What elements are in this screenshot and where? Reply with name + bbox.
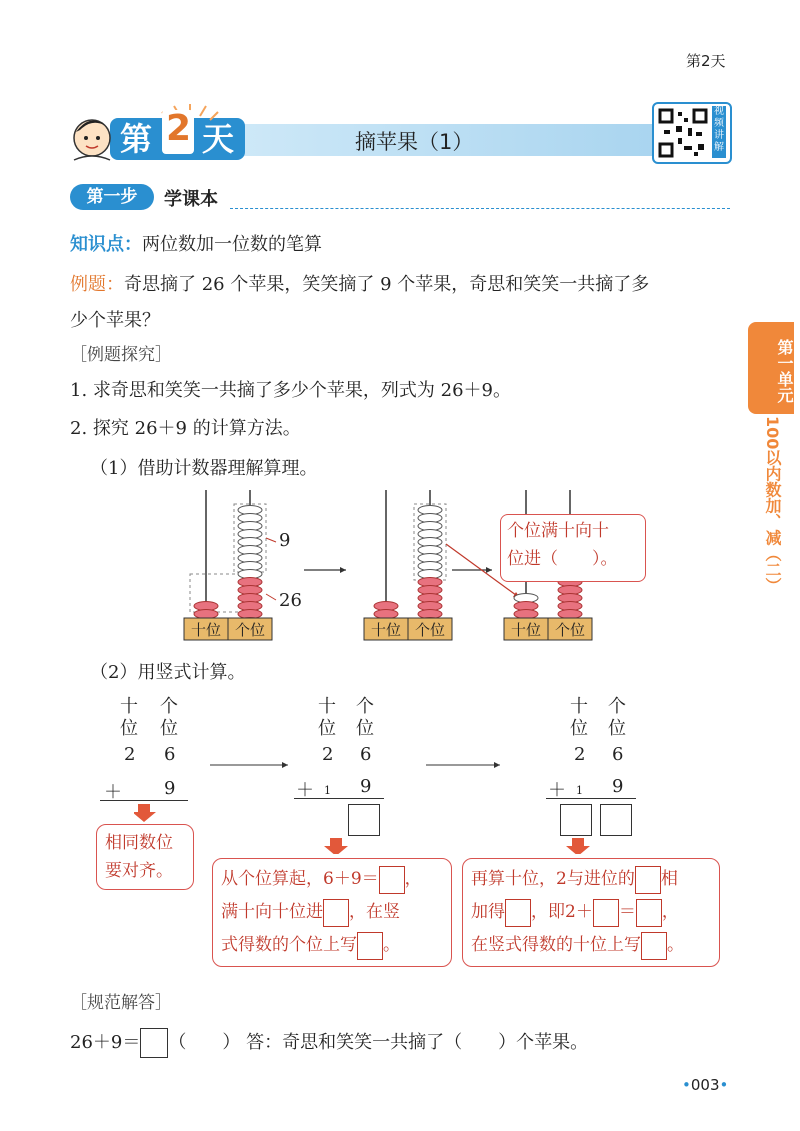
example-line1: 奇思摘了 26 个苹果，笑笑摘了 9 个苹果，奇思和笑笑一共摘了多 [124, 274, 650, 295]
fill-box[interactable] [323, 899, 349, 927]
fill-box[interactable] [641, 932, 667, 960]
fill-box[interactable] [379, 866, 405, 894]
fill-box[interactable] [635, 866, 661, 894]
down-arrow-icon [134, 804, 156, 822]
sub-item-1: （1）借助计数器理解算理。 [90, 458, 318, 479]
note2-text-d: 式得数的个位上写 [221, 935, 357, 955]
note2-text-c: ，在竖 [349, 902, 400, 922]
page-number: •003• [682, 1076, 729, 1094]
example-line2: 少个苹果？ [70, 310, 160, 331]
lesson-title: 摘苹果（1） [355, 130, 474, 154]
item-1: 1. 求奇思和笑笑一共摘了多少个苹果，列式为 26＋9。 [70, 380, 511, 401]
sub-item-2: （2）用竖式计算。 [90, 662, 246, 683]
callout-line1: 个位满十向十 [507, 521, 609, 541]
col-tens-bottom: 位 [120, 718, 138, 739]
col-ones-top: 个 [160, 696, 178, 717]
note3-text-c: 加得 [471, 902, 505, 922]
abacus2-tens-label: 十位 [370, 621, 401, 639]
digit-9: 9 [360, 776, 372, 797]
digit-2: 2 [574, 744, 586, 765]
note3-text-h: 。 [667, 935, 684, 955]
answer-text: 答：奇思和笑笑一共摘了（ ）个苹果。 [246, 1032, 589, 1053]
ones-step-note: 从个位算起，6＋9＝ ， 满十向十位进 ，在竖 式得数的个位上写 。 [212, 858, 452, 967]
plus-sign: ＋ [104, 782, 122, 803]
abacus-before [184, 490, 276, 640]
fill-box[interactable] [505, 899, 531, 927]
abacus3-tens-label: 十位 [510, 621, 541, 639]
header-di: 第 [120, 120, 153, 158]
abacus2-ones-label: 个位 [414, 621, 445, 639]
header-day-number: 2 [166, 108, 192, 149]
item-2: 2. 探究 26＋9 的计算方法。 [70, 418, 301, 439]
note3-text-f: ， [661, 902, 679, 922]
carry-digit: 1 [576, 784, 583, 797]
example-label: 例题： [70, 274, 124, 295]
down-arrow-icon [324, 838, 348, 854]
unit-topic: 100以内数加、减（二） [763, 416, 782, 594]
align-note-line1: 相同数位 [105, 833, 173, 853]
carry-digit: 1 [324, 784, 331, 797]
answer-line [70, 1028, 588, 1058]
answer-expression: 26＋9＝ [70, 1032, 141, 1053]
col-ones-top: 个 [608, 696, 626, 717]
note3-text-g: 在竖式得数的十位上写 [471, 935, 641, 955]
note3-text-b: 相 [660, 869, 678, 889]
note2-text-a: 从个位算起，6＋9＝ [221, 869, 379, 889]
knowledge-label: 知识点： [70, 234, 142, 255]
digit-9: 9 [612, 776, 624, 797]
plus-sign: ＋ [548, 780, 566, 801]
explore-title: ［例题探究］ [70, 345, 172, 365]
step-badge: 第一步 [70, 184, 154, 210]
callout-line2: 位进（ ）。 [507, 549, 618, 569]
abacus1-ones-label: 个位 [234, 621, 265, 639]
abacus3-ones-label: 个位 [554, 621, 585, 639]
col-tens-top: 十 [570, 696, 588, 717]
col-ones-bottom: 位 [608, 718, 626, 739]
vertical-calc-1 [100, 692, 200, 802]
answer-title: ［规范解答］ [70, 993, 172, 1013]
fill-box[interactable] [636, 899, 662, 927]
align-note-line2: 要对齐。 [105, 861, 173, 881]
boy-mascot-icon [74, 120, 110, 160]
note2-text-e: 。 [383, 935, 400, 955]
abacus-combined [364, 490, 520, 640]
col-tens-top: 十 [120, 696, 138, 717]
fill-box[interactable] [357, 932, 383, 960]
col-ones-bottom: 位 [356, 718, 374, 739]
digit-6: 6 [164, 744, 176, 765]
answer-paren: （ ） [168, 1032, 241, 1053]
answer-box[interactable] [140, 1028, 168, 1058]
note3-text-a: 再算十位，2与进位的 [471, 869, 635, 889]
align-note [96, 824, 194, 890]
col-tens-bottom: 位 [570, 718, 588, 739]
qr-code-icon [658, 108, 708, 158]
step-bar [70, 184, 730, 212]
plus-sign: ＋ [296, 780, 314, 801]
digit-9: 9 [164, 778, 176, 799]
digit-6: 6 [360, 744, 372, 765]
header-tian: 天 [202, 120, 235, 158]
note3-text-d: ，即2＋ [531, 902, 593, 922]
note2-text-b: 满十向十位进 [221, 902, 323, 922]
label-26: 26 [279, 590, 302, 611]
down-arrow-icon [566, 838, 590, 854]
col-ones-top: 个 [356, 696, 374, 717]
unit-tab[interactable]: 第一单元 [748, 322, 794, 414]
note3-text-e: ＝ [618, 902, 636, 922]
qr-code[interactable] [652, 102, 732, 164]
abacus1-tens-label: 十位 [190, 621, 221, 639]
page-number-text: 003 [690, 1076, 720, 1094]
tens-step-note [462, 858, 720, 967]
down-arrows [134, 804, 634, 854]
corner-day-label: 第2天 [686, 52, 726, 70]
qr-caption: 视频讲解 [712, 106, 726, 158]
knowledge-text: 两位数加一位数的笔算 [142, 234, 322, 255]
carry-callout [500, 514, 646, 582]
fill-box[interactable] [593, 899, 619, 927]
col-tens-bottom: 位 [318, 718, 336, 739]
col-ones-bottom: 位 [160, 718, 178, 739]
digit-2: 2 [322, 744, 334, 765]
col-tens-top: 十 [318, 696, 336, 717]
digit-2: 2 [124, 744, 136, 765]
label-9: 9 [279, 530, 291, 551]
digit-6: 6 [612, 744, 624, 765]
day-header [70, 104, 730, 164]
step-title: 学课本 [164, 189, 218, 210]
